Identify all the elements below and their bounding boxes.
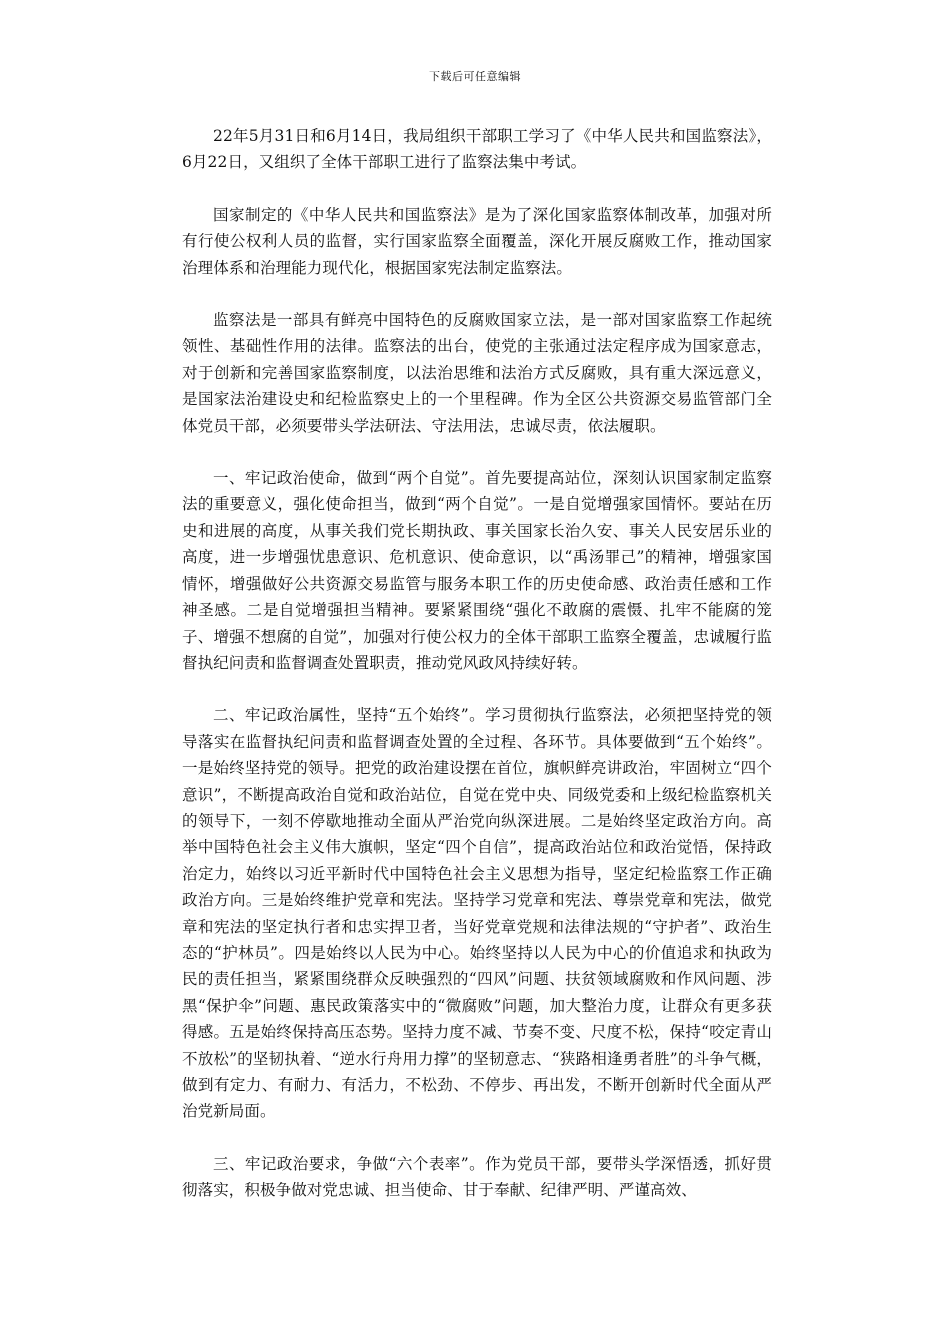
paragraph-section-two: 二、牢记政治属性，坚持“五个始终”。学习贯彻执行监察法，必须把坚持党的领导落实在监督执纪问责和监督调查处置的全过程、各环节。具体要做到“五个始终”。一是始终坚持党的领导。把党的政治建设摆在首位，旗帜鲜亮讲政治，牢固树立“四个意识”，不断提高政治自觉和政治站位，自觉在党中央、同级党委和上级纪检监察机关的领导下，一刻不停歇地推动全面从严治党向纵深进展。二是始终坚定政治方向。高举中国特色社会主义伟大旗帜，坚定“四个自信”，提高政治站位和政治觉悟，保持政治定力，始终以习近平新时代中国特色社会主义思想为指导，坚定纪检监察工作正确政治方向。三是始终维护党章和宪法。坚持学习党章和宪法、尊崇党章和宪法，做党章和宪法的坚定执行者和忠实捍卫者，当好党章党规和法律法规的“守护者”、政治生态的“护林员”。四是始终以人民为中心。始终坚持以人民为中心的价值追求和执政为民的责任担当，紧紧围绕群众反映强烈的“四风”问题、扶贫领域腐败和作风问题、涉黑“保护伞”问题、惠民政策落实中的“微腐败”问题，加大整治力度，让群众有更多获得感。五是始终保持高压态势。坚持力度不减、节奏不变、尺度不松，保持“咬定青山不放松”的坚韧执着、“逆水行舟用力撑”的坚韧意志、“狭路相逢勇者胜”的斗争气概，做到有定力、有耐力、有活力，不松劲、不停步、再出发，不断开创新时代全面从严治党新局面。 (182, 706, 772, 1121)
paragraph-significance: 监察法是一部具有鲜亮中国特色的反腐败国家立法，是一部对国家监察工作起统领性、基础性作用的法律。监察法的出台，使党的主张通过法定程序成为国家意志，对于创新和完善国家监察制度，以法治思维和法治方式反腐败，具有重大深远意义，是国家法治建设史和纪检监察史上的一个里程碑。作为全区公共资源交易监管部门全体党员干部，必须要带头学法研法、守法用法，忠诚尽责，依法履职。 (182, 311, 772, 435)
paragraph-intro: 22年5月31日和6月14日，我局组织干部职工学习了《中华人民共和国监察法》，6月22日，又组织了全体干部职工进行了监察法集中考试。 (182, 127, 772, 172)
paragraph-section-one: 一、牢记政治使命，做到“两个自觉”。首先要提高站位，深刻认识国家制定监察法的重要意义，强化使命担当，做到“两个自觉”。一是自觉增强家国情怀。要站在历史和进展的高度，从事关我们党长期执政、事关国家长治久安、事关人民安居乐业的高度，进一步增强忧患意识、危机意识、使命意识，以“禹汤罪己”的精神，增强家国情怀，增强做好公共资源交易监管与服务本职工作的历史使命感、政治责任感和工作神圣感。二是自觉增强担当精神。要紧紧围绕“强化不敢腐的震慑、扎牢不能腐的笼子、增强不想腐的自觉”，加强对行使公权力的全体干部职工监察全覆盖，忠诚履行监督执纪问责和监督调查处置职责，推动党风政风持续好转。 (182, 469, 772, 672)
download-edit-note: 下载后可任意编辑 (429, 70, 521, 83)
paragraph-purpose: 国家制定的《中华人民共和国监察法》是为了深化国家监察体制改革，加强对所有行使公权利人员的监督，实行国家监察全面覆盖，深化开展反腐败工作，推动国家治理体系和治理能力现代化，根据国家宪法制定监察法。 (182, 205, 772, 277)
document-body (182, 123, 772, 1230)
paragraph-section-three: 三、牢记政治要求，争做“六个表率”。作为党员干部，要带头学深悟透，抓好贯彻落实，积极争做对党忠诚、担当使命、甘于奉献、纪律严明、严谨高效、 (182, 1154, 772, 1200)
